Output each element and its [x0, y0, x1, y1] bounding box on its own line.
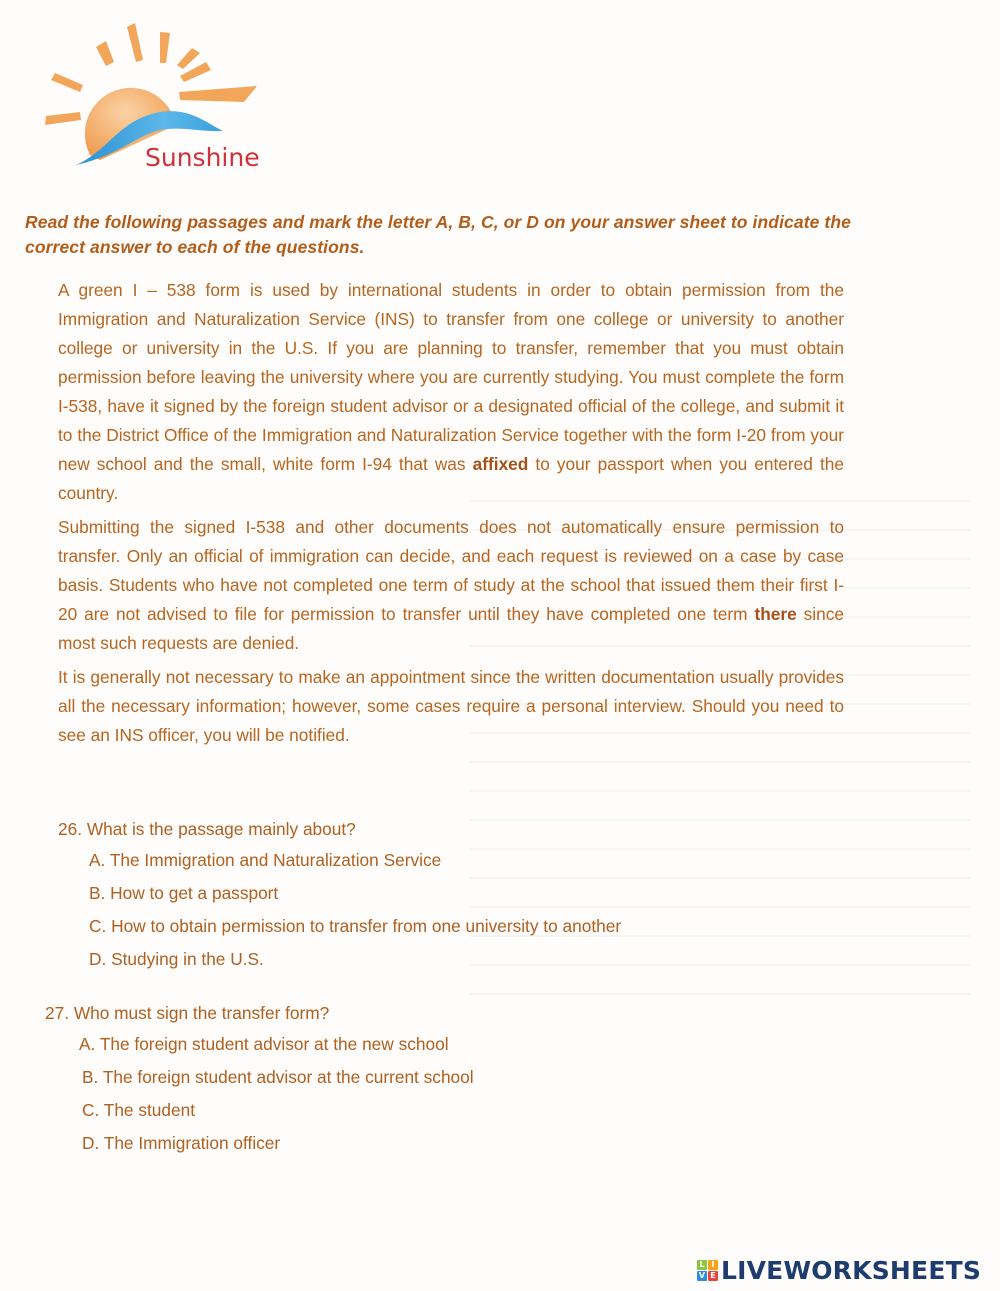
live-blocks-icon: [697, 1260, 718, 1281]
answer-option-d[interactable]: D. The Immigration officer: [82, 1133, 281, 1153]
answer-option-a[interactable]: A. The foreign student advisor at the new school: [79, 1034, 449, 1054]
sunshine-logo: [40, 20, 270, 175]
answer-option-d[interactable]: D. Studying in the U.S.: [89, 949, 264, 969]
logo-text: Sunshine: [145, 143, 260, 172]
question-26: [58, 814, 621, 976]
icon-letter: E: [708, 1271, 718, 1281]
icon-letter: L: [697, 1260, 707, 1270]
highlighted-word: there: [754, 604, 797, 624]
passage-paragraph: [58, 513, 844, 658]
icon-letter: V: [698, 1270, 706, 1280]
paragraph-text: Submitting the signed I-538 and other documents does not automatically ensure permission to transfer. Only an official of immigration can decide, and each request is reviewed on a case by case basis. Students who have not completed one term of study at the school that issued them their first I-20 are not advised to file for permission to transfer until they have completed one term: [58, 517, 844, 624]
icon-letter: I: [708, 1260, 718, 1270]
paragraph-text: to your passport when you entered the country.: [58, 454, 844, 503]
question-stem: 27. Who must sign the transfer form?: [45, 1003, 330, 1023]
liveworksheets-brand: [697, 1255, 981, 1285]
answer-option-b[interactable]: B. The foreign student advisor at the current school: [82, 1067, 474, 1087]
passage-paragraph: [58, 663, 844, 750]
answer-option-a[interactable]: A. The Immigration and Naturalization Service: [89, 850, 442, 870]
paragraph-text: It is generally not necessary to make an appointment since the written documentation usually provides all the necessary information; however, some cases require a personal interview. Should you need to see an INS officer, you will be notified.: [58, 667, 844, 745]
paragraph-text: A green I – 538 form is used by international students in order to obtain permission from the Immigration and Naturalization Service (INS) to transfer from one college or university to another college or university in the U.S. If you are planning to transfer, remember that you must obtain permission before leaving the university where you are currently studying. You must complete the form I-538, have it signed by the foreign student advisor or a designated official of the college, and submit it to the District Office of the Immigration and Naturalization Service together with the form I-20 from your new school and the small, white form I-94 that was: [58, 280, 844, 474]
highlighted-word: affixed: [472, 454, 529, 474]
answer-option-c[interactable]: C. The student: [82, 1100, 196, 1120]
passage-paragraph: [58, 276, 844, 508]
reading-passage: [58, 276, 844, 750]
instructions-heading: Read the following passages and mark the letter A, B, C, or D on your answer sheet to indicate the correct answer to each of the questions.: [25, 212, 851, 257]
answer-option-c[interactable]: C. How to obtain permission to transfer from one university to another: [89, 916, 622, 936]
paragraph-text: since most such requests are denied.: [58, 604, 844, 653]
brand-text: LIVEWORKSHEETS: [721, 1255, 982, 1285]
answer-option-b[interactable]: B. How to get a passport: [89, 883, 279, 903]
question-27: [45, 998, 474, 1160]
question-stem: 26. What is the passage mainly about?: [58, 819, 356, 839]
